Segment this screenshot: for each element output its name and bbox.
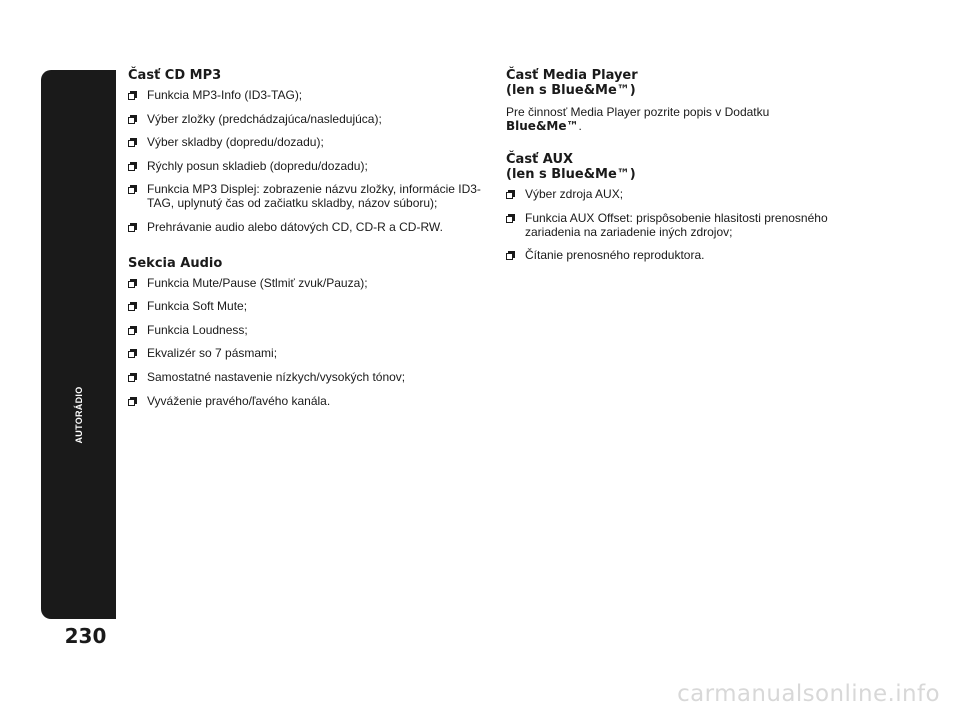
aux-heading: Časť AUX (len s Blue&Me™) — [506, 152, 636, 182]
list-item: Rýchly posun skladieb (dopredu/dozadu); — [128, 159, 498, 173]
checkbox-bullet-icon — [128, 185, 137, 194]
list-item: Vyváženie pravého/ľavého kanála. — [128, 394, 498, 408]
checkbox-bullet-icon — [128, 138, 137, 147]
checkbox-bullet-icon — [506, 251, 515, 260]
media-player-heading: Časť Media Player (len s Blue&Me™) — [506, 68, 638, 98]
checkbox-bullet-icon — [128, 373, 137, 382]
list-item: Funkcia Mute/Pause (Stlmiť zvuk/Pauza); — [128, 276, 498, 290]
list-item: Prehrávanie audio alebo dátových CD, CD-R a CD-RW. — [128, 220, 498, 234]
checkbox-bullet-icon — [506, 214, 515, 223]
right-column — [506, 68, 876, 272]
list-item: Výber skladby (dopredu/dozadu); — [128, 135, 498, 149]
checkbox-bullet-icon — [128, 279, 137, 288]
aux-list — [506, 187, 876, 262]
list-item: Funkcia MP3-Info (ID3-TAG); — [128, 88, 498, 102]
list-item: Čítanie prenosného reproduktora. — [506, 248, 876, 262]
checkbox-bullet-icon — [128, 223, 137, 232]
checkbox-bullet-icon — [128, 115, 137, 124]
page-number: 230 — [64, 624, 107, 648]
audio-list — [128, 276, 498, 408]
left-column — [128, 68, 498, 417]
checkbox-bullet-icon — [506, 190, 515, 199]
audio-heading: Sekcia Audio — [128, 255, 223, 271]
checkbox-bullet-icon — [128, 162, 137, 171]
chapter-label: AUTORÁDIO — [73, 386, 84, 444]
checkbox-bullet-icon — [128, 397, 137, 406]
list-item: Ekvalizér so 7 pásmami; — [128, 346, 498, 360]
list-item: Funkcia MP3 Displej: zobrazenie názvu zložky, informácie ID3-TAG, uplynutý čas od začiatku skladby, názov súboru); — [128, 182, 498, 210]
list-item: Funkcia Loudness; — [128, 323, 498, 337]
cd-mp3-list — [128, 88, 498, 234]
checkbox-bullet-icon — [128, 349, 137, 358]
list-item: Výber zdroja AUX; — [506, 187, 876, 201]
list-item: Samostatné nastavenie nízkych/vysokých tónov; — [128, 370, 498, 384]
watermark: carmanualsonline.info — [677, 681, 940, 707]
checkbox-bullet-icon — [128, 91, 137, 100]
cd-mp3-heading: Časť CD MP3 — [128, 68, 222, 83]
list-item: Výber zložky (predchádzajúca/nasledujúca); — [128, 112, 498, 126]
chapter-side-tab — [41, 70, 116, 619]
checkbox-bullet-icon — [128, 326, 137, 335]
list-item: Funkcia AUX Offset: prispôsobenie hlasitosti prenosného zariadenia na zariadenie iných zdrojov; — [506, 211, 876, 239]
media-player-paragraph: Pre činnosť Media Player pozrite popis v Dodatku Blue&Me™. — [506, 105, 770, 133]
list-item: Funkcia Soft Mute; — [128, 299, 498, 313]
checkbox-bullet-icon — [128, 302, 137, 311]
